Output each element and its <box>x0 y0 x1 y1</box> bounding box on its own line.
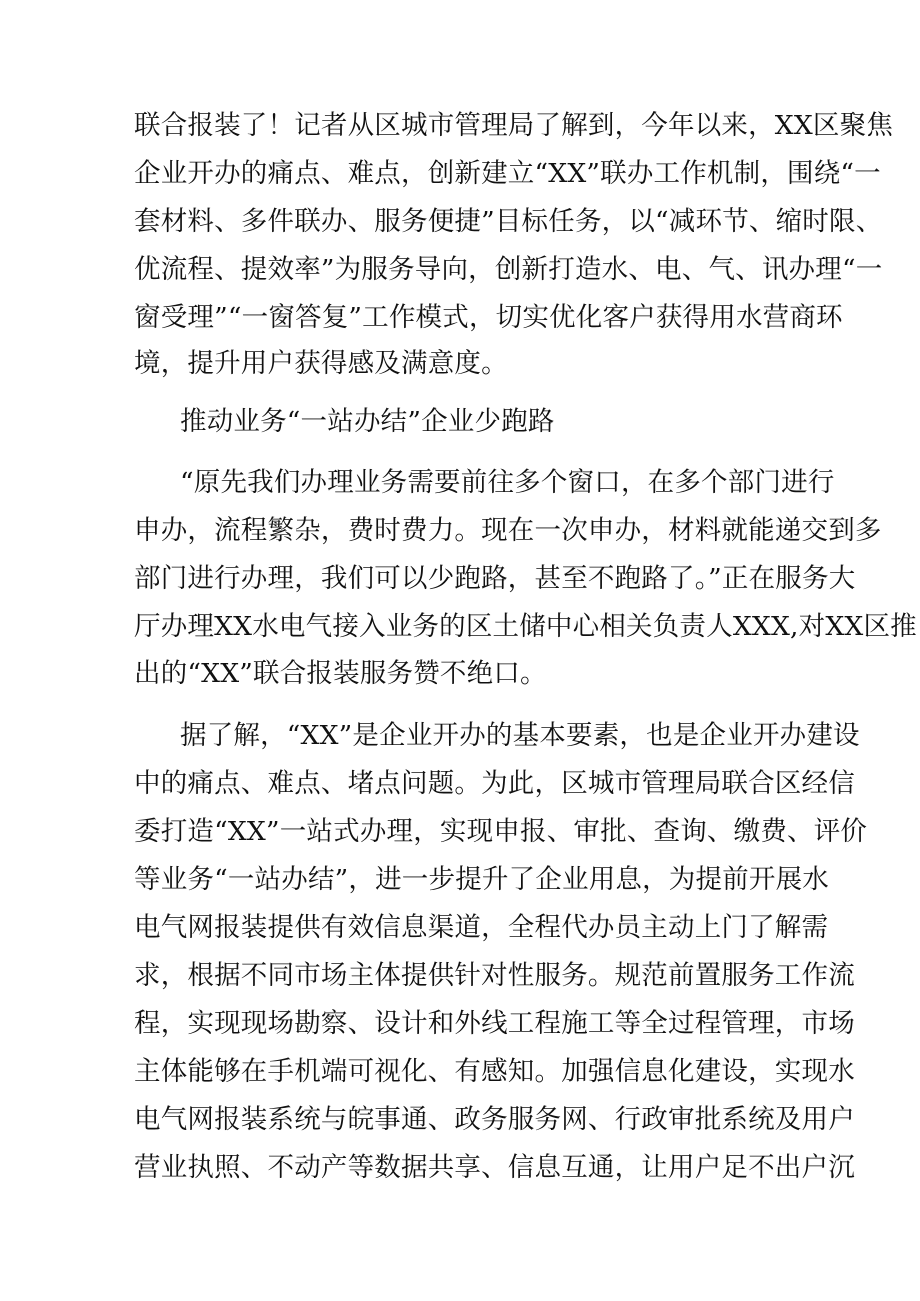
intro-line-4: 优流程、提效率”为服务导向，创新打造水、电、气、讯办理“一 <box>134 254 883 285</box>
detail-line-5: 电气网报装提供有效信息渠道，全程代办员主动上门了解需 <box>134 912 829 943</box>
quote-line-4: 厅办理XX水电气接入业务的区土储中心相关负责人XXX,对XX区推 <box>134 611 917 642</box>
detail-line-4: 等业务“一站办结”，进一步提升了企业用息，为提前开展水 <box>134 864 829 895</box>
detail-line-6: 求，根据不同市场主体提供针对性服务。规范前置服务工作流 <box>134 960 855 991</box>
quote-line-5: 出的“XX”联合报装服务赞不绝口。 <box>134 658 547 689</box>
detail-line-3: 委打造“XX”一站式办理，实现申报、审批、查询、缴费、评价 <box>134 816 868 847</box>
quote-line-3: 部门进行办理，我们可以少跑路，甚至不跑路了。”正在服务大 <box>134 563 856 594</box>
intro-line-2: 企业开办的痛点、难点，创新建立“XX”联办工作机制，围绕“一 <box>134 158 881 189</box>
quote-line-2: 申办，流程繁杂，费时费力。现在一次申办，材料就能递交到多 <box>134 515 882 546</box>
intro-line-3: 套材料、多件联办、服务便捷”目标任务，以“减环节、缩时限、 <box>134 206 883 237</box>
detail-line-8: 主体能够在手机端可视化、有感知。加强信息化建设，实现水 <box>134 1056 855 1087</box>
intro-line-1: 联合报装了！记者从区城市管理局了解到，今年以来，XX区聚焦 <box>134 110 894 141</box>
intro-line-6: 境，提升用户获得感及满意度。 <box>134 348 508 379</box>
intro-line-5: 窗受理”“一窗答复”工作模式，切实优化客户获得用水营商环 <box>134 302 843 333</box>
detail-line-1: 据了解，“XX”是企业开办的基本要素，也是企业开办建设 <box>180 720 860 751</box>
detail-line-10: 营业执照、不动产等数据共享、信息互通，让用户足不出户沉 <box>134 1152 855 1183</box>
detail-line-9: 电气网报装系统与皖事通、政务服务网、行政审批系统及用户 <box>134 1104 855 1135</box>
detail-line-7: 程，实现现场勘察、设计和外线工程施工等全过程管理，市场 <box>134 1008 855 1039</box>
section-heading: 推动业务“一站办结”企业少跑路 <box>180 406 555 437</box>
quote-line-1: “原先我们办理业务需要前往多个窗口，在多个部门进行 <box>180 467 835 498</box>
detail-line-2: 中的痛点、难点、堵点问题。为此，区城市管理局联合区经信 <box>134 768 855 799</box>
